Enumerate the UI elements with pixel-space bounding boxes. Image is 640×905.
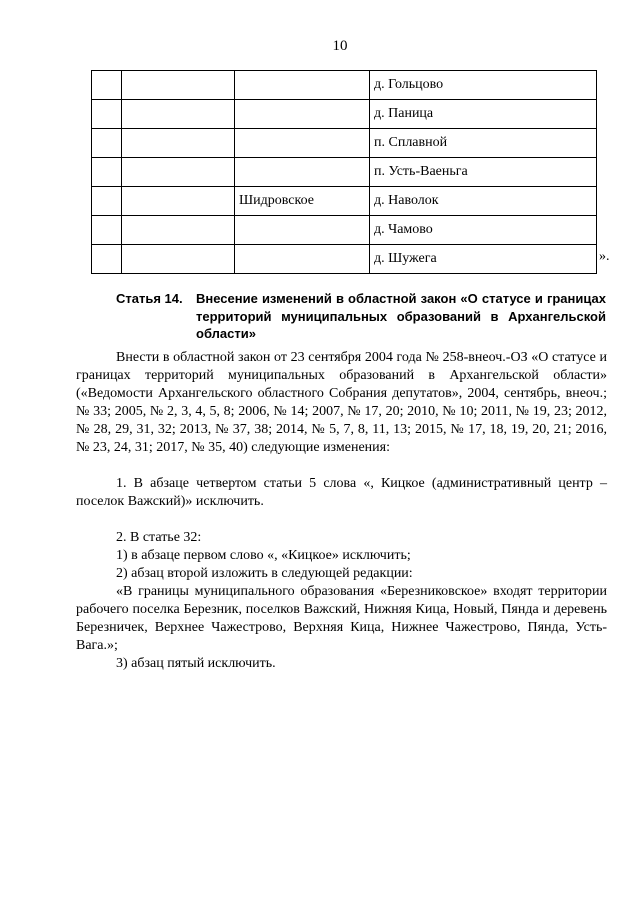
paragraph-item-2: 2. В статье 32: (116, 530, 202, 545)
settlements-table (91, 70, 597, 274)
table-row (92, 129, 597, 158)
table-cell (235, 129, 370, 158)
article-label: Статья 14. (116, 291, 183, 306)
table-cell (235, 158, 370, 187)
table-row (92, 158, 597, 187)
paragraph-intro: Внести в областной закон от 23 сентября 2004 года № 258-внеоч.-ОЗ «О статусе и границах территорий муниципальных образований в Архангельской области» («Ведомости Архангельского областного Собрания депутатов», 2004, сентябрь, внеоч.; № 33; 2005, № 2, 3, 4, 5, 8; 2006, № 14; 2007, № 17, 20; 2010, № 10; 2011, № 19, 23; 2012, № 28, 29, 31, 32; 2013, № 37, 38; 2014, № 5, 7, 8, 11, 13; 2015, № 17, 18, 19, 20, 21; 2016, № 23, 24, 31; 2017, № 35, 40) следующие изменения: (76, 350, 607, 455)
page-number: 10 (332, 38, 348, 54)
settlement-cell: д. Гольцово (370, 71, 597, 100)
table-cell (122, 100, 235, 129)
settlement-cell: д. Наволок (370, 187, 597, 216)
table-cell (92, 129, 122, 158)
table-cell (92, 100, 122, 129)
table-cell (122, 187, 235, 216)
settlement-cell: д. Паница (370, 100, 597, 129)
paragraph-item-1: 1. В абзаце четвертом статьи 5 слова «, Кицкое (административный центр – поселок Важский)» исключить. (76, 476, 607, 509)
settlement-cell: д. Чамово (370, 216, 597, 245)
table-cell (235, 71, 370, 100)
table-row (92, 245, 597, 274)
table-cell (92, 216, 122, 245)
article-heading (116, 290, 606, 343)
table-cell (92, 71, 122, 100)
table-cell (122, 245, 235, 274)
table-closing-quote: ». (599, 249, 610, 264)
paragraph-subitem-1: 1) в абзаце первом слово «, «Кицкое» исключить; (116, 548, 411, 563)
table-cell (122, 129, 235, 158)
settlement-cell: д. Шужега (370, 245, 597, 274)
table-cell (92, 245, 122, 274)
table-cell (122, 158, 235, 187)
municipality-cell: Шидровское (235, 187, 370, 216)
settlement-cell: п. Сплавной (370, 129, 597, 158)
table-cell (122, 71, 235, 100)
paragraph-quoted-text: «В границы муниципального образования «Березниковское» входят территории рабочего поселка Березник, поселков Важский, Нижняя Кица, Новый, Пянда и деревень Березничек, Верхнее Чажестрово, Верхняя Кица, Нижнее Чажестрово, Пянда, Усть-Вага.»; (76, 584, 607, 653)
table-cell (235, 245, 370, 274)
table-row (92, 100, 597, 129)
paragraph-subitem-3: 3) абзац пятый исключить. (116, 656, 276, 671)
table-cell (92, 158, 122, 187)
table-cell (92, 187, 122, 216)
paragraph-subitem-2: 2) абзац второй изложить в следующей редакции: (116, 566, 413, 581)
table-cell (235, 100, 370, 129)
table-row (92, 187, 597, 216)
article-body (76, 349, 607, 673)
settlement-cell: п. Усть-Ваеньга (370, 158, 597, 187)
table-cell (122, 216, 235, 245)
table-cell (235, 216, 370, 245)
table-row (92, 216, 597, 245)
table-row (92, 71, 597, 100)
article-title: Внесение изменений в областной закон «О статусе и границах территорий муниципальных образований в Архангельской области» (196, 291, 606, 341)
